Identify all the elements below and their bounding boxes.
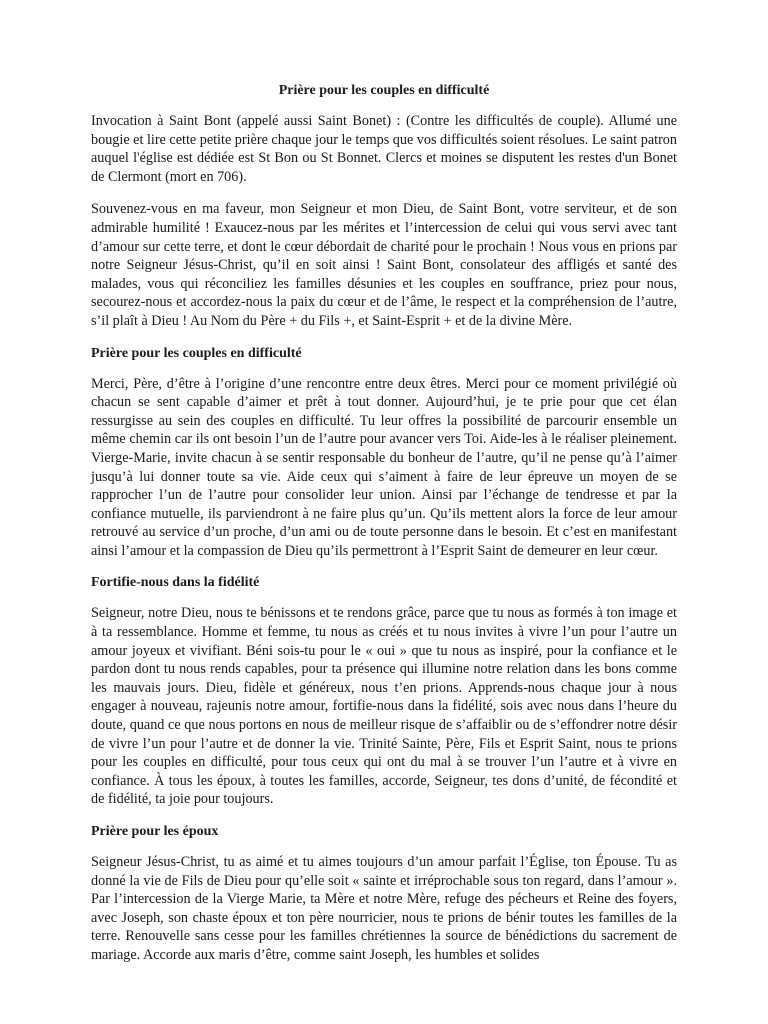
- intro-paragraph: Invocation à Saint Bont (appelé aussi Saint Bonet) : (Contre les difficultés de couple). Allumé une bougie et lire cette petite prière chaque jour le temps que vos difficultés soient résolues. Le saint patron auquel l'église est dédiée est St Bon ou St Bonnet. Clercs et moines se disputent les restes d'un Bonet de Clermont (mort en 706).: [91, 113, 677, 185]
- document-title: Prière pour les couples en difficulté: [278, 83, 490, 98]
- section-heading-couples: Prière pour les couples en difficulté: [91, 345, 302, 361]
- section-heading-epoux: Prière pour les époux: [91, 824, 219, 839]
- section-heading-fidelite: Fortifie-nous dans la fidélité: [91, 575, 260, 591]
- invocation-paragraph: Souvenez-vous en ma faveur, mon Seigneur et mon Dieu, de Saint Bont, votre serviteur, et de son admirable humilité ! Exaucez-nous par les mérites et l’intercession de celui qui vous servi avec tant d’amour sur cette terre, et dont le cœur débordait de charité pour le prochain ! Nous vous en prions par notre Seigneur Jésus-Christ, qu’il en soit ainsi ! Saint Bont, consolateur des affligés et santé des malades, vous qui réconciliez les familles désunies et les couples en souffrance, priez pour nous, secourez-nous et accordez-nous la paix du cœur et de l’âme, le respect et la compréhension de l’autre, s’il plaît à Dieu ! Au Nom du Père + du Fils +, et Saint-Esprit + et de la divine Mère.: [91, 201, 677, 329]
- section-text-couples: Merci, Père, d’être à l’origine d’une rencontre entre deux êtres. Merci pour ce moment privilégié où chacun se sent capable d’aimer et prêt à tout donner. Aujourd’hui, je te prie pour que cet élan ressurgisse au sein des couples en difficulté. Tu leur offres la possibilité de parcourir ensemble un même chemin car ils ont besoin l’un de l’autre pour avancer vers Toi. Aide-les à le réaliser pleinement. Vierge-Marie, invite chacun à se sentir responsable du bonheur de l’autre, qu’il ne pense qu’à l’aimer jusqu’à lui donner toute sa vie. Aide ceux qui s’aiment à faire de leur épreuve un moyen de se rapprocher l’un de l’autre pour consolider leur union. Ainsi par l’échange de tendresse et par la confiance mutuelle, ils parviendront à ne faire plus qu’un. Qu’ils mettent alors la force de leur amour retrouvé au service d’un proche, d’un ami ou de toute personne dans le besoin. Et c’est en manifestant ainsi l’amour et la compassion de Dieu qu’ils permettront à l’Esprit Saint de demeurer en leur cœur.: [91, 375, 677, 559]
- section-text-epoux: Seigneur Jésus-Christ, tu as aimé et tu aimes toujours d’un amour parfait l’Église, ton Épouse. Tu as donné la vie de Fils de Dieu pour qu’elle soit « sainte et irréprochable sous ton regard, dans l’amour ». Par l’intercession de la Vierge Marie, ta Mère et notre Mère, refuge des pécheurs et Reine des foyers, avec Joseph, son chaste époux et ton père nourricier, nous te prions de bénir toutes les familles de la terre. Renouvelle sans cesse pour les familles chrétiennes la source de bénédictions du sacrement de mariage. Accorde aux maris d’être, comme saint Joseph, les humbles et solides: [91, 854, 677, 963]
- section-text-fidelite: Seigneur, notre Dieu, nous te bénissons et te rendons grâce, parce que tu nous as formés à ton image et à ta ressemblance. Homme et femme, tu nous as créés et tu nous invites à vivre l’un pour l’autre un amour joyeux et vivifiant. Béni sois-tu pour le « oui » que tu nous as inspiré, pour la confiance et le pardon dont tu nous rends capables, pour ta présence qui illumine notre relation dans les bons comme les mauvais jours. Dieu, fidèle et généreux, nous t’en prions. Apprends-nous chaque jour à nous engager à nouveau, rajeunis notre amour, fortifie-nous dans la fidélité, sois avec nous dans l’heure du doute, quand ce que nous portons en nous de meilleur risque de s’affaiblir ou de s’effondrer notre désir de vivre l’un pour l’autre et de donner la vie. Trinité Sainte, Père, Fils et Esprit Saint, nous te prions pour les couples en difficulté, pour tous ceux qui ont du mal à se trouver l’un l’autre et à vivre en confiance. À tous les époux, à toutes les familles, accorde, Seigneur, tes dons d’unité, de fécondité et de fidélité, ta joie pour toujours.: [91, 605, 677, 808]
